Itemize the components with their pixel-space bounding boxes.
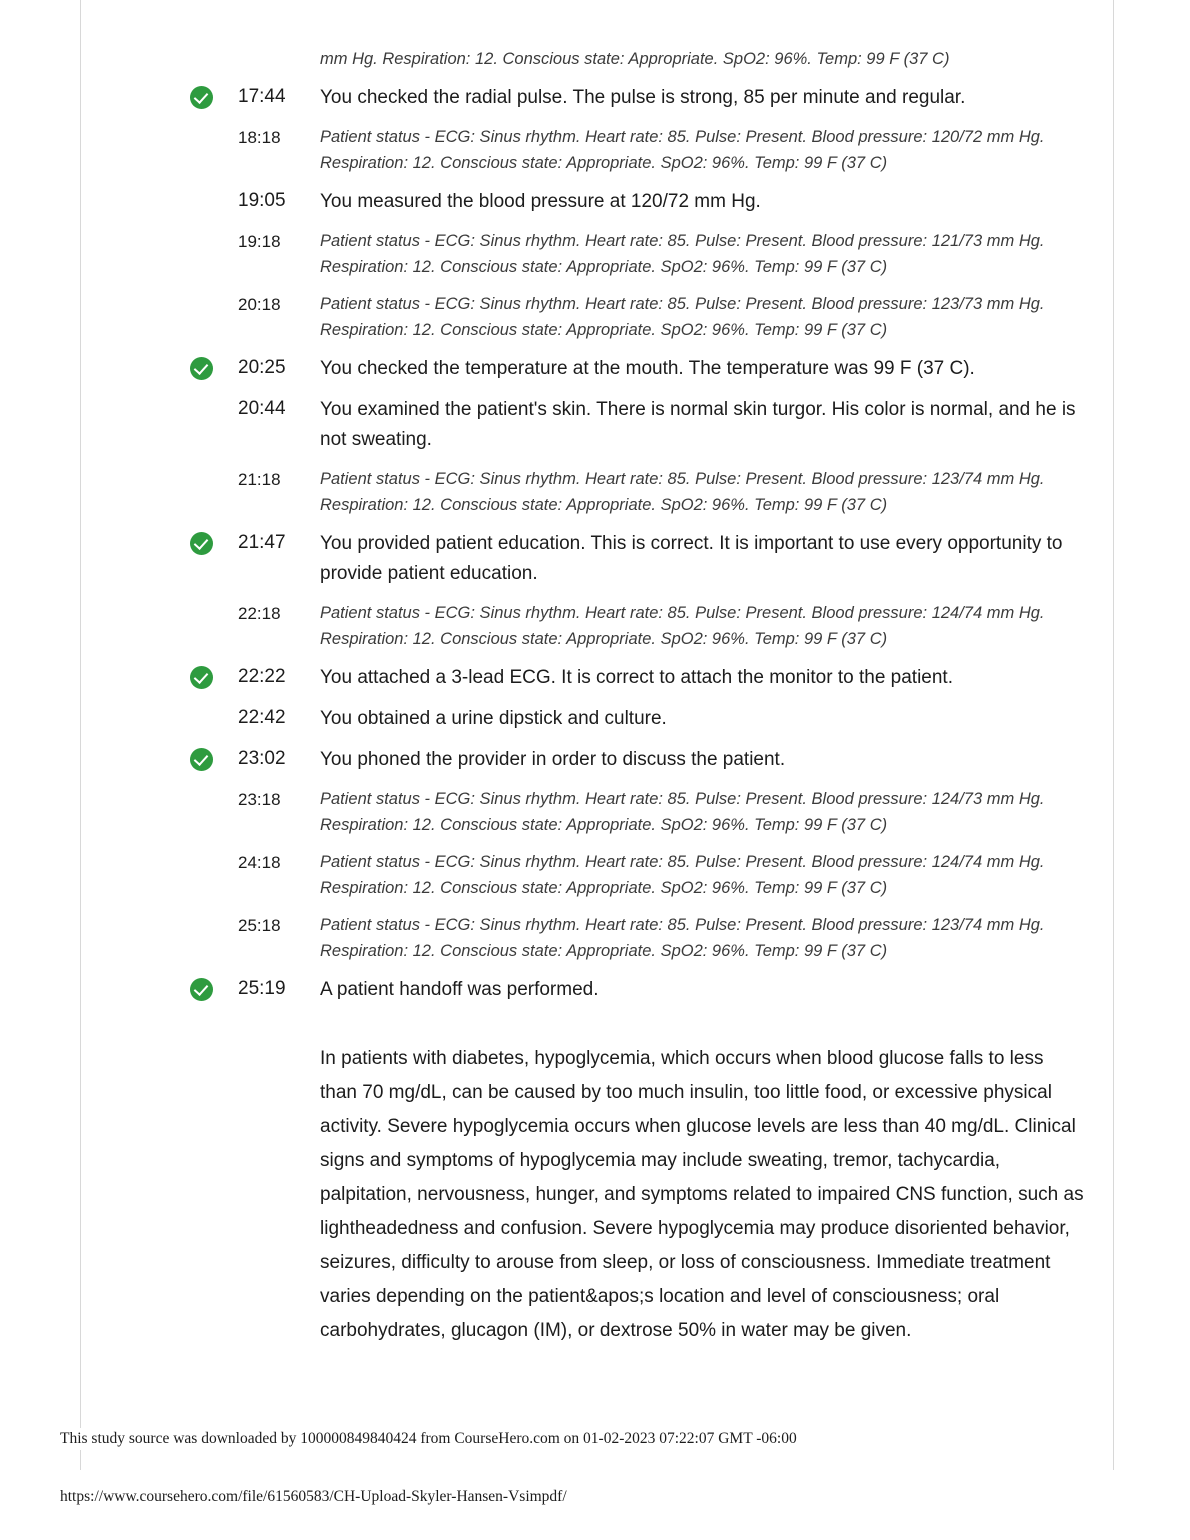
entry-text: You examined the patient's skin. There is normal skin turgor. His color is normal, and he is not sweating. [320,399,1076,450]
time-label: 21:47 [238,532,286,553]
entry-text: A patient handoff was performed. [320,979,599,1000]
status-text: Patient status - ECG: Sinus rhythm. Heart rate: 85. Pulse: Present. Blood pressure: 123/73 mm Hg. Respiration: 12. Conscious state: Appropriate. SpO2: 96%. Temp: 99 F (37 C) [320,295,1045,339]
check-cell [190,291,238,294]
log-entry-partial [190,46,1085,72]
check-circle-icon [190,86,213,109]
time-label: 25:18 [238,916,281,935]
time-label: 19:18 [238,232,281,251]
narrative-text: In patients with diabetes, hypoglycemia, which occurs when blood glucose falls to less than 70 mg/dL, can be caused by too much insulin, too little food, or excessive physical activity. Severe hypoglycemia occurs when glucose levels are less than 40 mg/dL. Clinical signs and symptoms of hypoglycemia may include sweating, tremor, tachycardia, palpitation, nervousness, hunger, and symptoms related to impaired CNS function, such as lightheadedness and confusion. Severe hypoglycemia may produce disoriented behavior, seizures, difficulty to arouse from sleep, or loss of consciousness. Immediate treatment varies depending on the patient&apos;s location and level of consciousness; oral carbohydrates, glucagon (IM), or dextrose 50% in water may be given. [320,1048,1084,1341]
check-cell [190,663,238,689]
time-label: 20:25 [238,357,286,378]
time-label: 22:18 [238,604,281,623]
log-entry [190,786,1085,838]
check-cell [190,228,238,231]
log-entry [190,745,1085,775]
check-cell [190,187,238,190]
log-entry [190,354,1085,384]
status-text: Patient status - ECG: Sinus rhythm. Heart rate: 85. Pulse: Present. Blood pressure: 123/74 mm Hg. Respiration: 12. Conscious state: Appropriate. SpO2: 96%. Temp: 99 F (37 C) [320,916,1045,960]
time-label: 20:18 [238,295,281,314]
log-entry [190,529,1085,589]
entry-text: You attached a 3-lead ECG. It is correct to attach the monitor to the patient. [320,667,953,688]
time-label: 24:18 [238,853,281,872]
entry-text: You checked the temperature at the mouth. The temperature was 99 F (37 C). [320,358,975,379]
check-cell [190,975,238,1001]
time-label: 19:05 [238,190,286,211]
source-url: https://www.coursehero.com/file/61560583/CH-Upload-Skyler-Hansen-Vsimpdf/ [60,1488,567,1505]
entry-text: You checked the radial pulse. The pulse is strong, 85 per minute and regular. [320,87,966,108]
event-log [190,46,1085,1359]
check-cell [190,786,238,789]
time-label: 18:18 [238,128,281,147]
check-cell [190,124,238,127]
time-label: 25:19 [238,978,286,999]
log-entry [190,975,1085,1005]
status-text: Patient status - ECG: Sinus rhythm. Heart rate: 85. Pulse: Present. Blood pressure: 124/74 mm Hg. Respiration: 12. Conscious state: Appropriate. SpO2: 96%. Temp: 99 F (37 C) [320,853,1045,897]
entry-text: You phoned the provider in order to discuss the patient. [320,749,786,770]
narrative-block [190,1016,1085,1348]
check-cell [190,745,238,771]
check-cell [190,849,238,852]
status-text: Patient status - ECG: Sinus rhythm. Heart rate: 85. Pulse: Present. Blood pressure: 124/74 mm Hg. Respiration: 12. Conscious state: Appropriate. SpO2: 96%. Temp: 99 F (37 C) [320,604,1045,648]
log-entry [190,912,1085,964]
time-label: 22:22 [238,666,286,687]
entry-text: You measured the blood pressure at 120/72 mm Hg. [320,191,761,212]
check-circle-icon [190,978,213,1001]
log-entry [190,124,1085,176]
log-entry [190,849,1085,901]
check-cell [190,466,238,469]
page-rule-left [80,0,81,1470]
page-rule-right [1113,0,1114,1470]
log-entry [190,704,1085,734]
check-cell [190,912,238,915]
entry-text: You provided patient education. This is correct. It is important to use every opportunity to provide patient education. [320,533,1063,584]
log-entry [190,187,1085,217]
check-circle-icon [190,666,213,689]
time-label: 23:18 [238,790,281,809]
log-entry [190,291,1085,343]
time-label: 23:02 [238,748,286,769]
log-entry [190,663,1085,693]
check-cell [190,354,238,380]
log-entry [190,600,1085,652]
check-circle-icon [190,532,213,555]
status-text: Patient status - ECG: Sinus rhythm. Heart rate: 85. Pulse: Present. Blood pressure: 124/73 mm Hg. Respiration: 12. Conscious state: Appropriate. SpO2: 96%. Temp: 99 F (37 C) [320,790,1045,834]
check-cell [190,704,238,707]
log-entry [190,228,1085,280]
download-note: This study source was downloaded by 100000849840424 from CourseHero.com on 01-02-2023 07:22:07 GMT -06:00 [60,1428,801,1450]
check-cell [190,1016,238,1019]
time-label: 22:42 [238,707,286,728]
log-entry [190,395,1085,455]
check-circle-icon [190,357,213,380]
log-entry [190,83,1085,113]
check-cell [190,395,238,398]
status-text: Patient status - ECG: Sinus rhythm. Heart rate: 85. Pulse: Present. Blood pressure: 123/74 mm Hg. Respiration: 12. Conscious state: Appropriate. SpO2: 96%. Temp: 99 F (37 C) [320,470,1045,514]
status-text-partial: mm Hg. Respiration: 12. Conscious state: Appropriate. SpO2: 96%. Temp: 99 F (37 C) [320,50,950,68]
time-label: 17:44 [238,86,286,107]
time-label: 21:18 [238,470,281,489]
status-text: Patient status - ECG: Sinus rhythm. Heart rate: 85. Pulse: Present. Blood pressure: 121/73 mm Hg. Respiration: 12. Conscious state: Appropriate. SpO2: 96%. Temp: 99 F (37 C) [320,232,1045,276]
check-circle-icon [190,748,213,771]
check-cell [190,46,238,49]
check-cell [190,529,238,555]
check-cell [190,600,238,603]
check-cell [190,83,238,109]
time-label: 20:44 [238,398,286,419]
entry-text: You obtained a urine dipstick and culture. [320,708,667,729]
status-text: Patient status - ECG: Sinus rhythm. Heart rate: 85. Pulse: Present. Blood pressure: 120/72 mm Hg. Respiration: 12. Conscious state: Appropriate. SpO2: 96%. Temp: 99 F (37 C) [320,128,1045,172]
log-entry [190,466,1085,518]
